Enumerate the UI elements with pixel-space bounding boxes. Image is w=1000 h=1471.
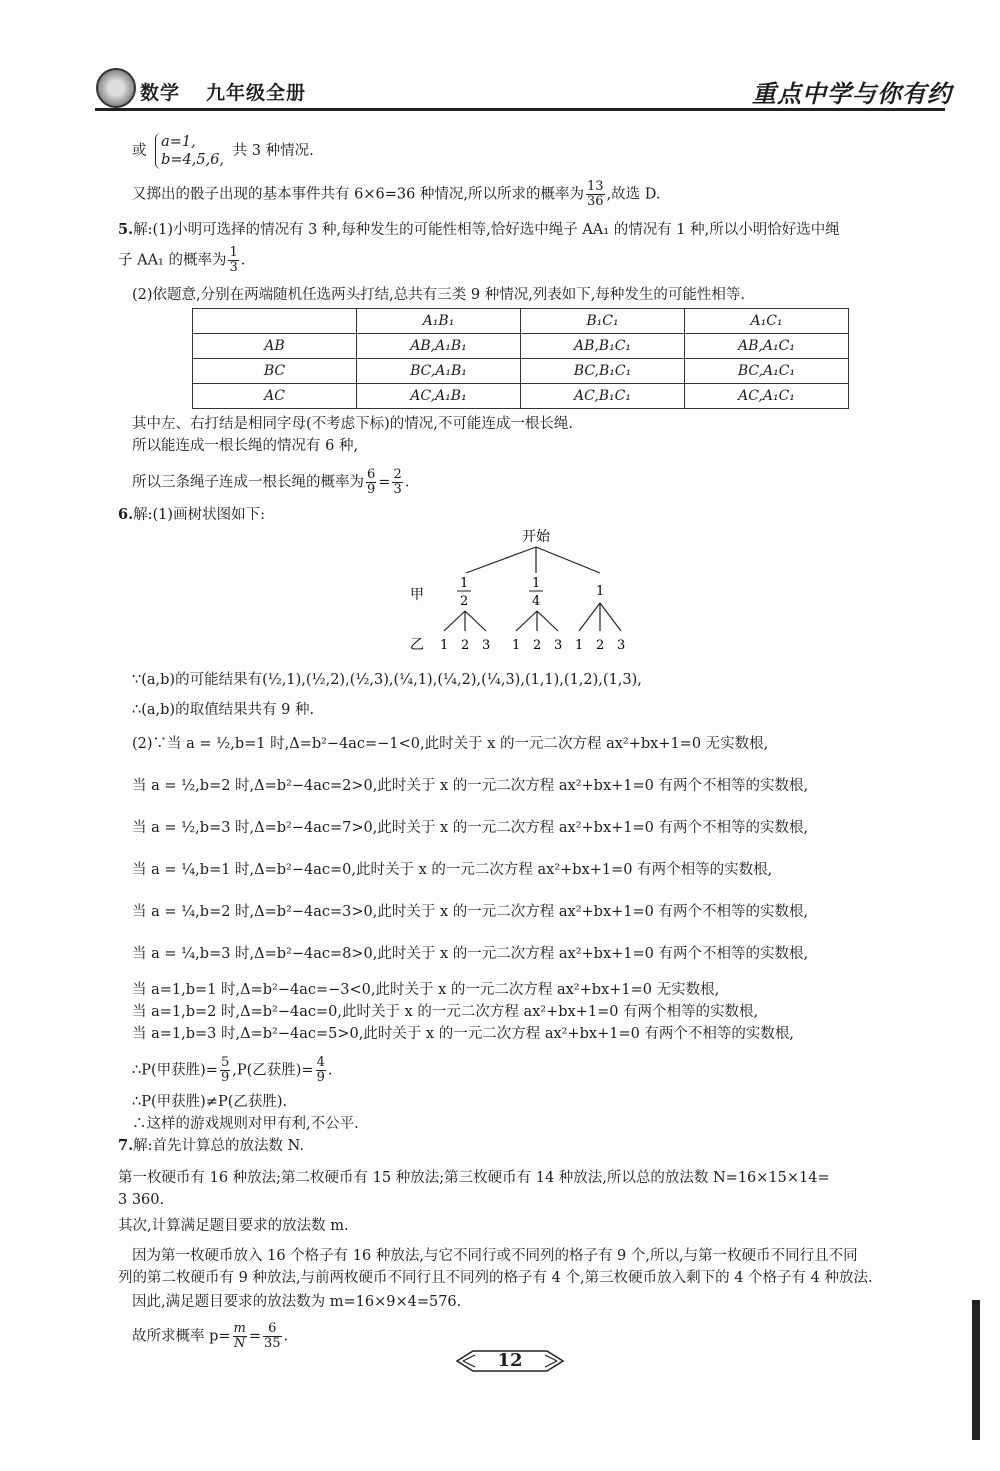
svg-text:2: 2	[461, 638, 470, 653]
results-line: ∵(a,b)的可能结果有(½,1),(½,2),(½,3),(¼,1),(¼,2),(¼,3),(1,1),(1,2),(1,3),	[132, 672, 642, 688]
q7-line: 7.解:首先计算总的放法数 N.	[118, 1137, 305, 1154]
q5-line1: 5.解:(1)小明可选择的情况有 3 种,每种发生的可能性相等,恰好选中绳子 AA₁ 的情况有 1 种,所以小明恰好选中绳	[118, 221, 840, 238]
grade-label: 九年级全册	[206, 82, 307, 104]
tree-jia-label: 甲	[410, 587, 424, 603]
tree-a2-num: 1	[532, 576, 541, 591]
svg-text:1: 1	[440, 638, 449, 653]
tree-a1-num: 1	[460, 576, 469, 591]
school-logo-icon	[96, 68, 136, 108]
tree-a2-den: 4	[532, 594, 541, 609]
q7-a: 第一枚硬币有 16 种放法;第二枚硬币有 15 种放法;第三枚硬币有 14 种放法,所以总的放法数 N=16×15×14=	[118, 1170, 830, 1186]
svg-text:2: 2	[533, 638, 542, 653]
case-5: 当 a = ¼,b=3 时,Δ=b²−4ac=8>0,此时关于 x 的一元二次方程 ax²+bx+1=0 有两个不相等的实数根,	[132, 946, 809, 962]
q5-line3: (2)依题意,分别在两端随机任选两头打结,总共有三类 9 种情况,列表如下,每种发生的可能性相等.	[132, 287, 746, 303]
case-3: 当 a = ¼,b=1 时,Δ=b²−4ac=0,此时关于 x 的一元二次方程 ax²+bx+1=0 有两个相等的实数根,	[132, 862, 773, 878]
q6-line: 6.解:(1)画树状图如下:	[118, 506, 265, 523]
case-line: 或 a=1, b=4,5,6, 共 3 种情况.	[132, 134, 314, 168]
q7-d: 因为第一枚硬币放入 16 个格子有 16 种放法,与它不同行或不同列的格子有 9 个,所以,与第一枚硬币不同行且不同	[132, 1248, 858, 1264]
after-table-3: 所以三条绳子连成一根长绳的概率为 $\frac{6}{9}$ = $\frac{2}{3}$ .	[132, 467, 410, 497]
table-row: A₁B₁ B₁C₁ A₁C₁	[193, 309, 849, 334]
table-row: AC AC,A₁B₁ AC,B₁C₁ AC,A₁C₁	[193, 384, 849, 409]
page-number: 12	[455, 1348, 565, 1374]
subject-label: 数学	[140, 82, 181, 104]
q7-b: 3 360.	[118, 1192, 165, 1208]
probability-compare: ∴P(甲获胜)≠P(乙获胜).	[132, 1094, 288, 1110]
q5-line2: 子 AA₁ 的概率为 $\frac{1}{3}$ .	[118, 245, 246, 275]
svg-text:1: 1	[575, 638, 584, 653]
tree-a3: 1	[596, 584, 605, 599]
case-8: 当 a=1,b=3 时,Δ=b²−4ac=5>0,此时关于 x 的一元二次方程 ax²+bx+1=0 有两个不相等的实数根,	[132, 1026, 795, 1042]
case-2: 当 a = ½,b=3 时,Δ=b²−4ac=7>0,此时关于 x 的一元二次方程 ax²+bx+1=0 有两个不相等的实数根,	[132, 820, 809, 836]
case-0: (2)∵当 a = ½,b=1 时,Δ=b²−4ac=−1<0,此时关于 x 的一元二次方程 ax²+bx+1=0 无实数根,	[132, 736, 769, 752]
page-edge-shadow	[972, 1300, 980, 1440]
header-rule	[95, 108, 945, 111]
header-subject	[140, 78, 332, 105]
table-row: AB AB,A₁B₁ AB,B₁C₁ AB,A₁C₁	[193, 334, 849, 359]
q7-g: 故所求概率 p= $\frac{m}{N}$ = $\frac{6}{35}$ .	[132, 1321, 289, 1351]
after-table-2: 所以能连成一根长绳的情况有 6 种,	[132, 438, 359, 454]
combination-table	[192, 308, 849, 409]
case-1: 当 a = ½,b=2 时,Δ=b²−4ac=2>0,此时关于 x 的一元二次方程 ax²+bx+1=0 有两个不相等的实数根,	[132, 778, 809, 794]
tree-yi-label: 乙	[410, 637, 424, 653]
svg-text:1: 1	[512, 638, 521, 653]
tree-a1-den: 2	[460, 594, 469, 609]
case-4: 当 a = ¼,b=2 时,Δ=b²−4ac=3>0,此时关于 x 的一元二次方程 ax²+bx+1=0 有两个不相等的实数根,	[132, 904, 809, 920]
svg-text:3: 3	[617, 638, 626, 653]
svg-text:3: 3	[482, 638, 491, 653]
tree-root: 开始	[522, 529, 550, 545]
probability-line: 又掷出的骰子出现的基本事件共有 6×6=36 种情况,所以所求的概率为 $\frac{13}{36}$ ,故选 D.	[132, 179, 661, 209]
table-row: BC BC,A₁B₁ BC,B₁C₁ BC,A₁C₁	[193, 359, 849, 384]
tree-diagram	[400, 525, 660, 655]
q7-c: 其次,计算满足题目要求的放法数 m.	[118, 1218, 349, 1234]
case-7: 当 a=1,b=2 时,Δ=b²−4ac=0,此时关于 x 的一元二次方程 ax²+bx+1=0 有两个相等的实数根,	[132, 1004, 759, 1020]
probability-result: ∴P(甲获胜)= $\frac{5}{9}$ ,P(乙获胜)= $\frac{4}{9}$ .	[132, 1055, 333, 1085]
case-6: 当 a=1,b=1 时,Δ=b²−4ac=−3<0,此时关于 x 的一元二次方程 ax²+bx+1=0 无实数根,	[132, 982, 720, 998]
q7-f: 因此,满足题目要求的放法数为 m=16×9×4=576.	[132, 1294, 462, 1310]
svg-text:3: 3	[554, 638, 563, 653]
fairness-conclusion: ∴这样的游戏规则对甲有利,不公平.	[132, 1116, 359, 1132]
after-table-1: 其中左、右打结是相同字母(不考虑下标)的情况,不可能连成一根长绳.	[132, 416, 574, 432]
series-title: 重点中学与你有约	[752, 80, 952, 108]
results-count: ∴(a,b)的取值结果共有 9 种.	[132, 702, 315, 718]
q7-e: 列的第二枚硬币有 9 种放法,与前两枚硬币不同行且不同列的格子有 4 个,第三枚硬币放入剩下的 4 个格子有 4 种放法.	[118, 1270, 873, 1286]
svg-text:2: 2	[596, 638, 605, 653]
